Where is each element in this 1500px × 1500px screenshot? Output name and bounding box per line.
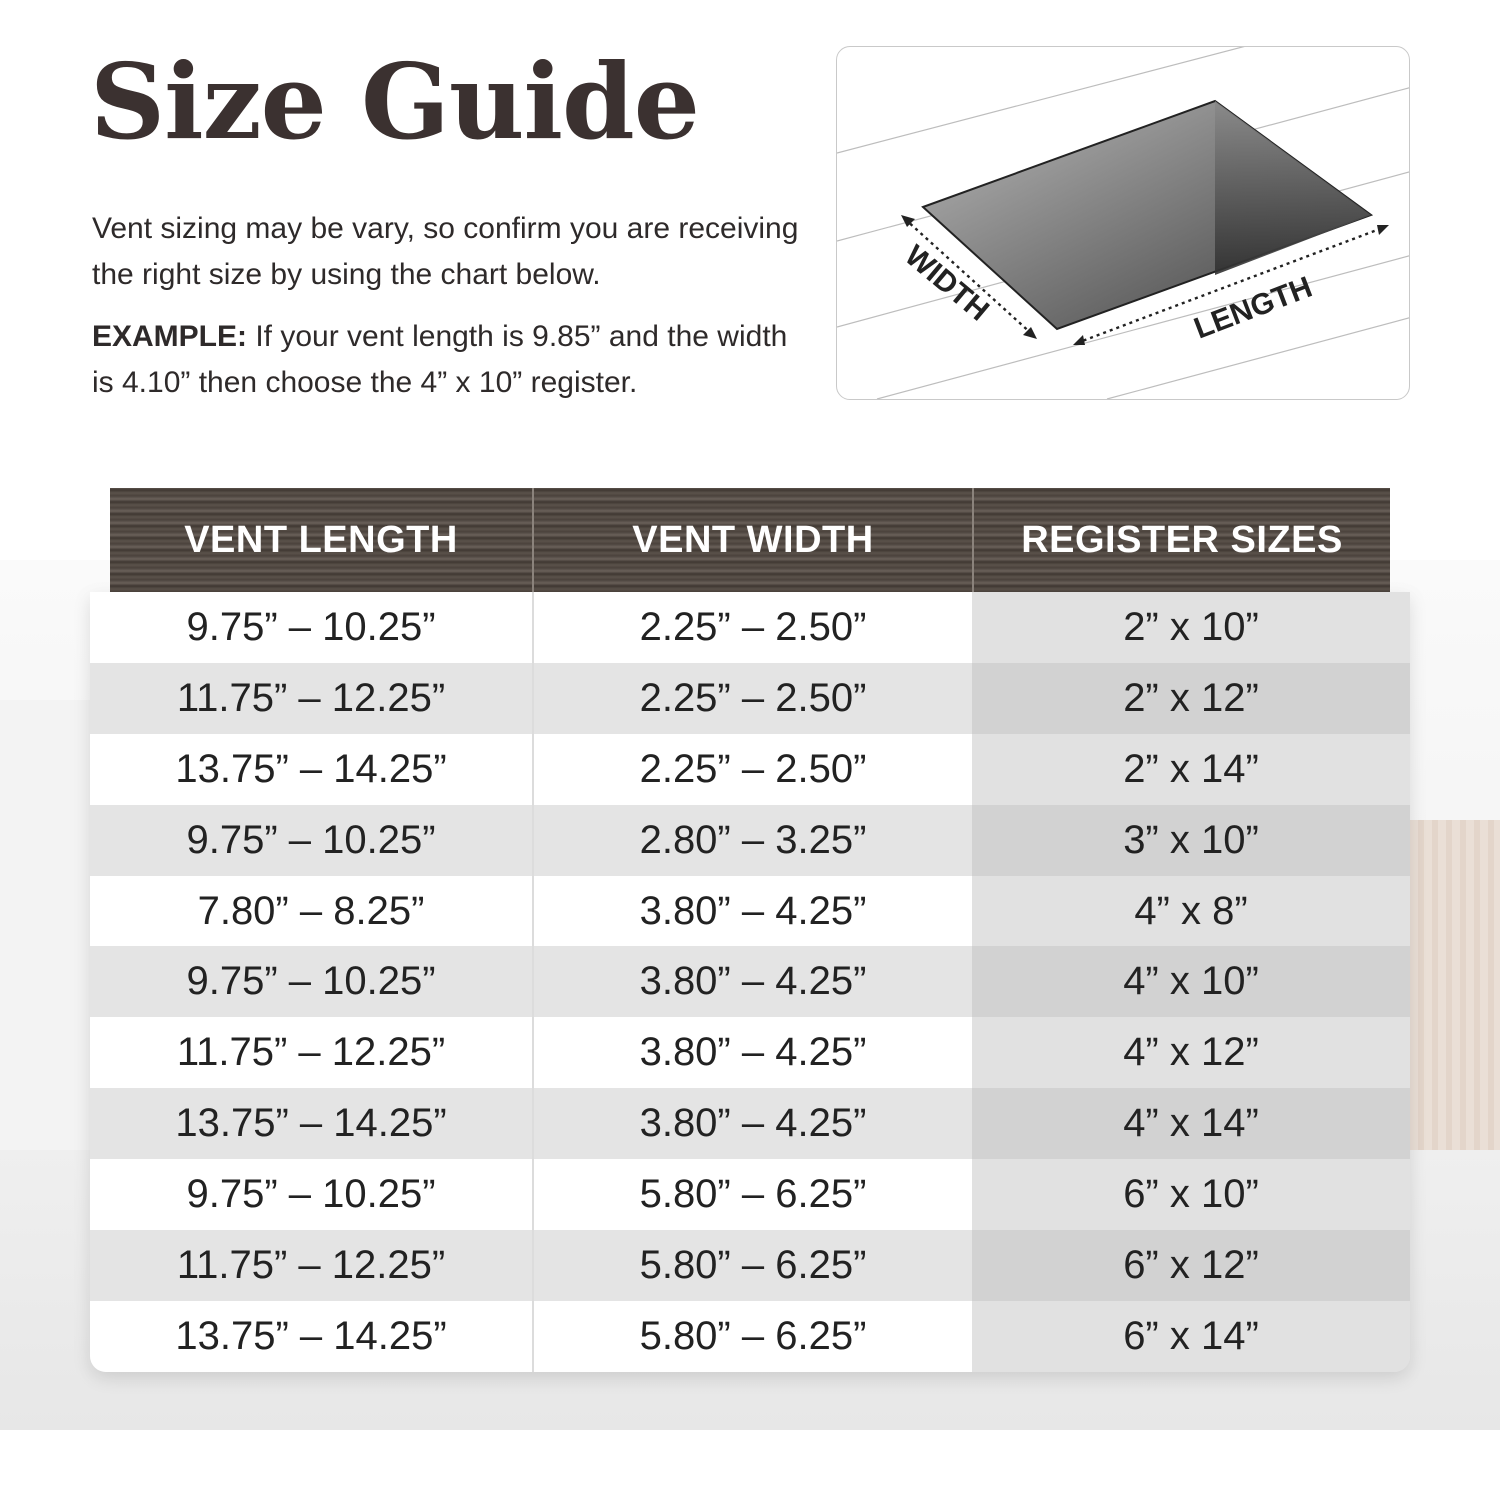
vent-diagram (836, 46, 1410, 400)
example-body: If your vent length is 9.85” and the width is 4.10” then choose the 4” x 10” register. (92, 320, 788, 399)
table-row (90, 1301, 1410, 1372)
table-row (90, 1088, 1410, 1159)
register-size-cell: 2” x 14” (972, 734, 1410, 805)
vent-length-cell: 13.75” – 14.25” (90, 734, 532, 805)
table-row (90, 946, 1410, 1017)
page-title: Size Guide (90, 40, 699, 163)
vent-length-cell: 9.75” – 10.25” (90, 805, 532, 876)
vent-width-cell: 2.25” – 2.50” (532, 592, 972, 663)
vent-length-cell: 9.75” – 10.25” (90, 592, 532, 663)
register-size-cell: 4” x 8” (972, 876, 1410, 947)
table-row (90, 805, 1410, 876)
register-size-cell: 6” x 12” (972, 1230, 1410, 1301)
vent-length-cell: 11.75” – 12.25” (90, 1230, 532, 1301)
column-header-register-sizes: REGISTER SIZES (972, 488, 1390, 592)
background-wood-wall (1410, 820, 1500, 1150)
table-row (90, 734, 1410, 805)
table-row (90, 1230, 1410, 1301)
vent-length-cell: 9.75” – 10.25” (90, 946, 532, 1017)
column-header-vent-length: VENT LENGTH (184, 518, 458, 561)
width-label: WIDTH (898, 239, 996, 328)
register-size-cell: 6” x 14” (972, 1301, 1410, 1372)
vent-width-cell: 2.25” – 2.50” (532, 734, 972, 805)
vent-inner-wall (1215, 101, 1371, 275)
column-header-vent-width: VENT WIDTH (532, 488, 972, 592)
register-size-cell: 4” x 10” (972, 946, 1410, 1017)
vent-length-cell: 11.75” – 12.25” (90, 1017, 532, 1088)
table-row (90, 663, 1410, 734)
vent-width-cell: 3.80” – 4.25” (532, 946, 972, 1017)
register-size-cell: 4” x 14” (972, 1088, 1410, 1159)
table-row (90, 876, 1410, 947)
vent-diagram-illustration (837, 47, 1409, 399)
table-row (90, 1159, 1410, 1230)
vent-length-cell: 9.75” – 10.25” (90, 1159, 532, 1230)
vent-width-cell: 2.80” – 3.25” (532, 805, 972, 876)
vent-length-cell: 13.75” – 14.25” (90, 1301, 532, 1372)
table-header (110, 488, 1390, 592)
vent-length-cell: 13.75” – 14.25” (90, 1088, 532, 1159)
vent-width-cell: 2.25” – 2.50” (532, 663, 972, 734)
length-arrow-head-start (1073, 335, 1085, 345)
intro-text: Vent sizing may be vary, so confirm you are receiving the right size by using the chart below. (92, 212, 799, 291)
vent-width-cell: 5.80” – 6.25” (532, 1230, 972, 1301)
length-arrow-head-end (1377, 225, 1389, 235)
width-arrow-head-start (901, 215, 915, 227)
register-size-cell: 2” x 10” (972, 592, 1410, 663)
table-row (90, 1017, 1410, 1088)
vent-length-cell: 11.75” – 12.25” (90, 663, 532, 734)
vent-width-cell: 3.80” – 4.25” (532, 876, 972, 947)
example-label: EXAMPLE: (92, 320, 248, 353)
register-size-cell: 6” x 10” (972, 1159, 1410, 1230)
vent-width-cell: 5.80” – 6.25” (532, 1159, 972, 1230)
vent-length-cell: 7.80” – 8.25” (90, 876, 532, 947)
example-text (92, 314, 812, 406)
register-size-cell: 4” x 12” (972, 1017, 1410, 1088)
table-row (90, 592, 1410, 663)
vent-width-cell: 5.80” – 6.25” (532, 1301, 972, 1372)
vent-width-cell: 3.80” – 4.25” (532, 1017, 972, 1088)
length-label: LENGTH (1189, 270, 1317, 346)
table-body (90, 592, 1410, 1372)
register-size-cell: 3” x 10” (972, 805, 1410, 876)
register-size-cell: 2” x 12” (972, 663, 1410, 734)
vent-width-cell: 3.80” – 4.25” (532, 1088, 972, 1159)
